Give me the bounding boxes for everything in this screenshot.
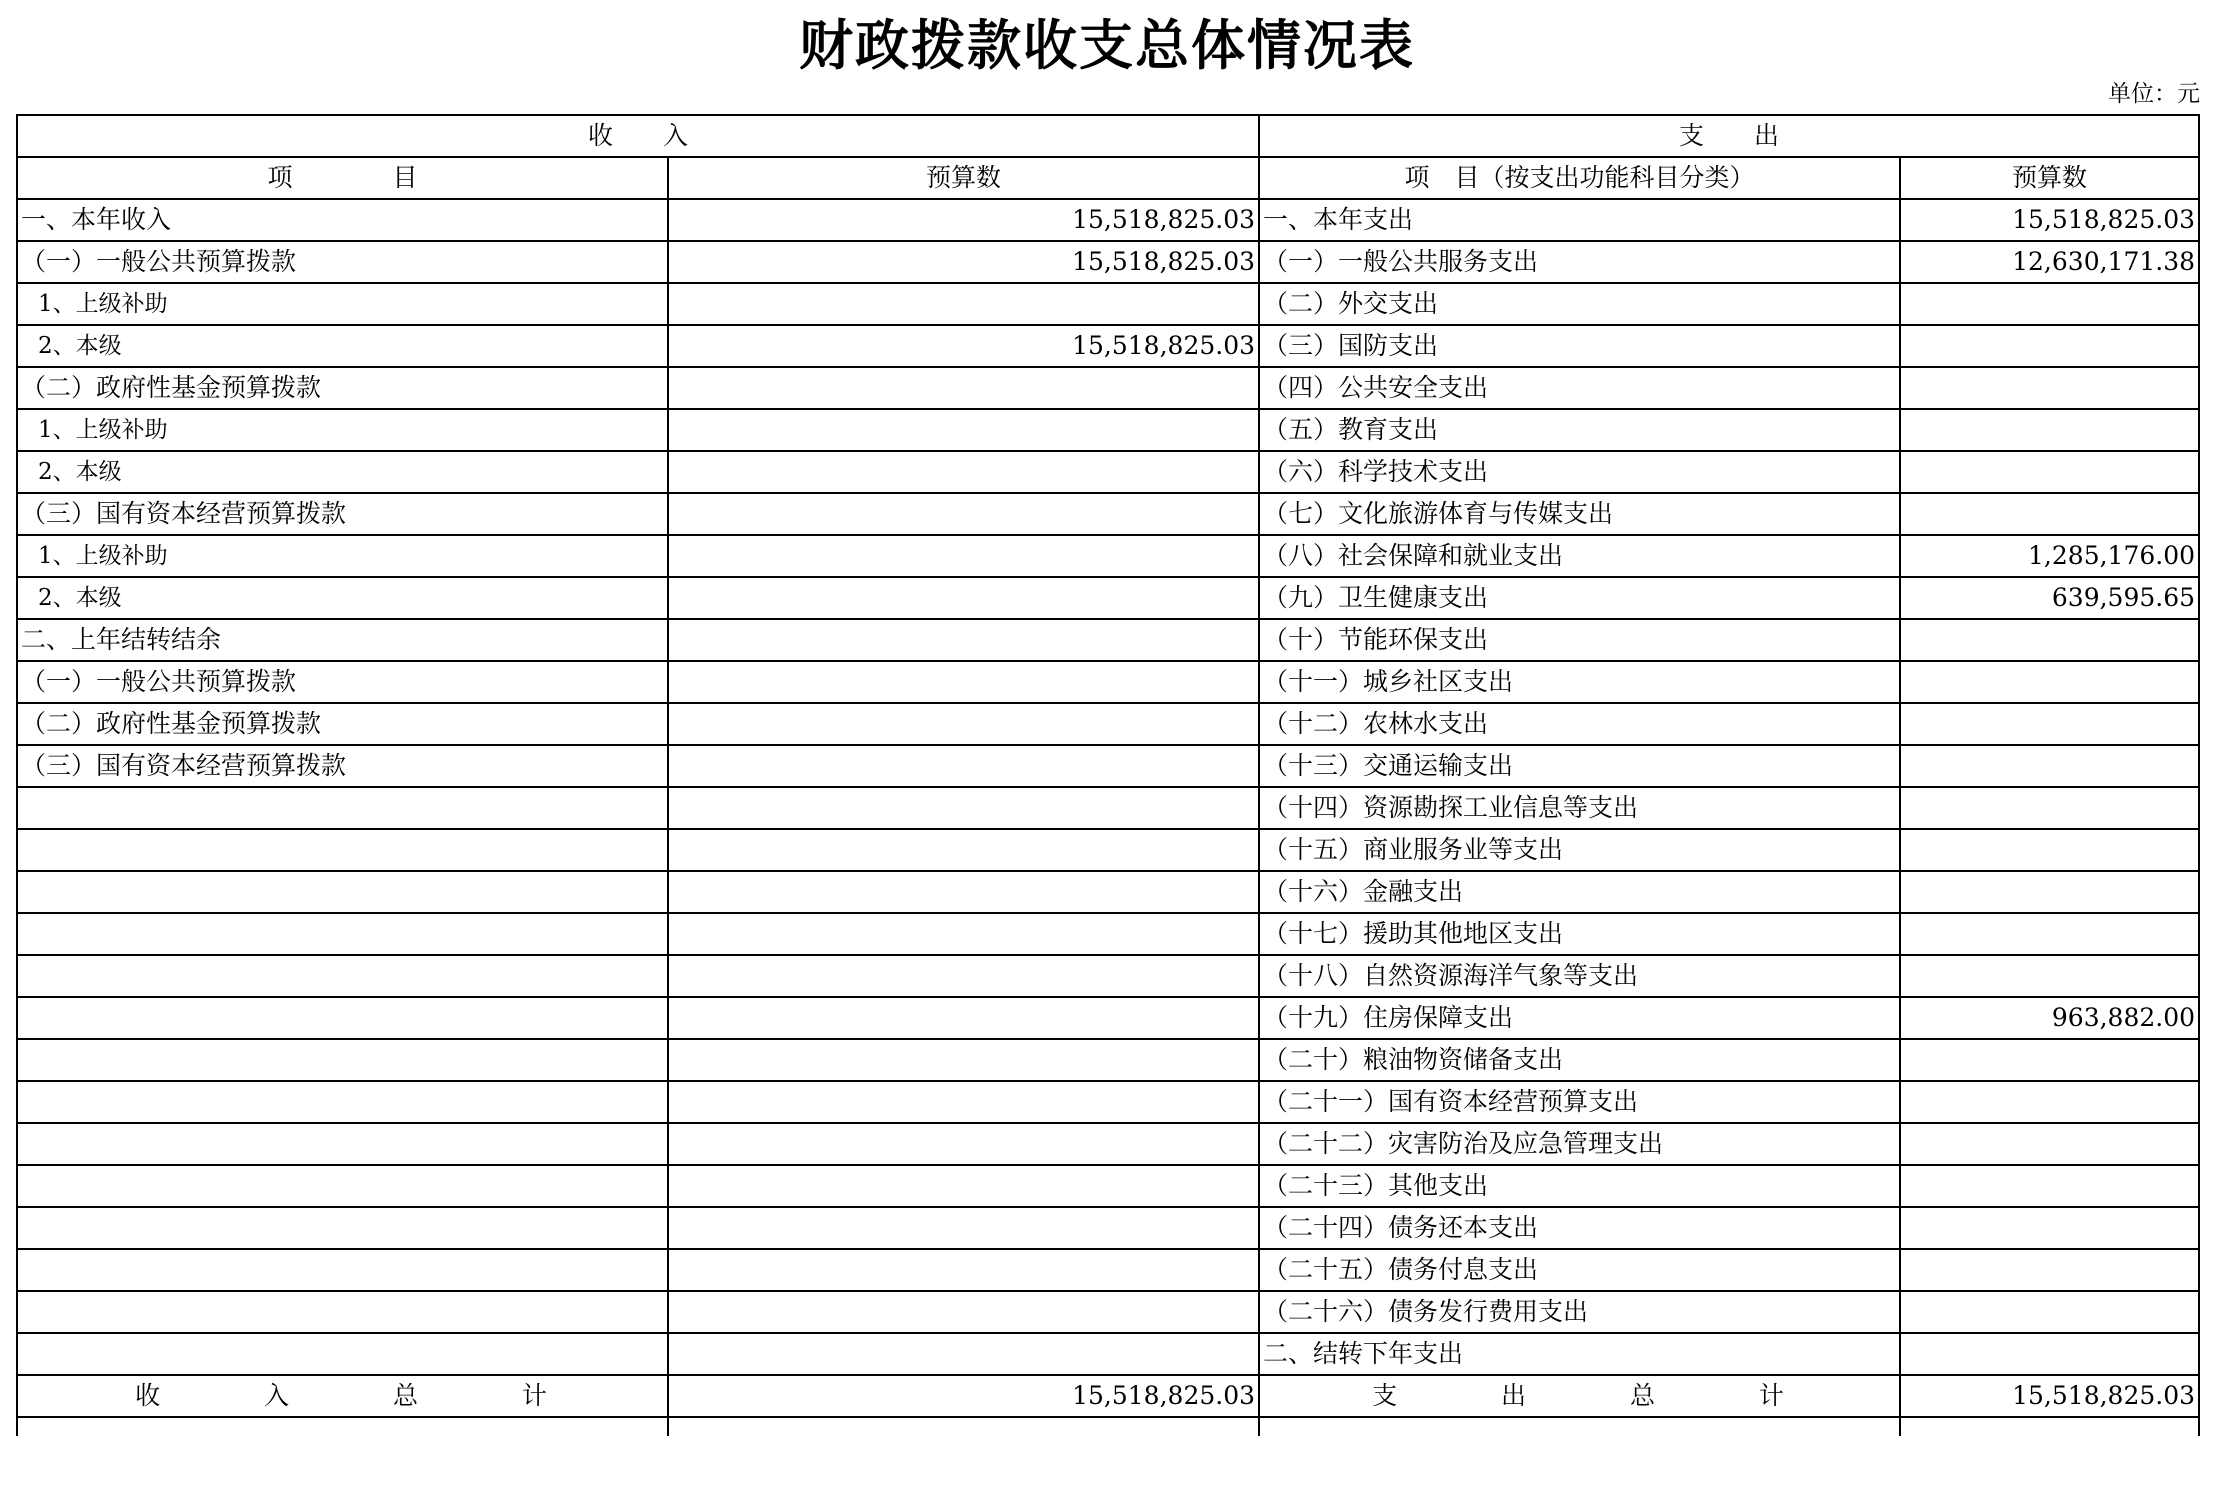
table-row: [17, 829, 2199, 871]
tail-cell: [1900, 1417, 2199, 1436]
expense-value-cell: [1900, 451, 2199, 493]
expense-item-header: 项 目（按支出功能科目分类）: [1259, 157, 1900, 199]
income-section-header: 收 入: [17, 115, 1259, 157]
income-item-cell: （三）国有资本经营预算拨款: [17, 493, 668, 535]
income-value-cell: [668, 829, 1259, 871]
income-value-cell: 15,518,825.03: [668, 241, 1259, 283]
income-value-cell: 15,518,825.03: [668, 199, 1259, 241]
table-row: [17, 283, 2199, 325]
expense-total-value: 15,518,825.03: [1900, 1375, 2199, 1417]
table-row: [17, 367, 2199, 409]
expense-item-cell: （七）文化旅游体育与传媒支出: [1259, 493, 1900, 535]
income-value-cell: [668, 577, 1259, 619]
income-item-cell: 2、本级: [17, 577, 668, 619]
income-value-cell: [668, 871, 1259, 913]
income-value-cell: [668, 409, 1259, 451]
expense-item-cell: （二十六）债务发行费用支出: [1259, 1291, 1900, 1333]
expense-item-cell: （十八）自然资源海洋气象等支出: [1259, 955, 1900, 997]
tail-cell: [1259, 1417, 1900, 1436]
expense-value-cell: [1900, 703, 2199, 745]
expense-item-cell: （二十四）债务还本支出: [1259, 1207, 1900, 1249]
table-row: [17, 703, 2199, 745]
expense-value-cell: [1900, 325, 2199, 367]
expense-item-cell: （十九）住房保障支出: [1259, 997, 1900, 1039]
income-item-cell: 1、上级补助: [17, 409, 668, 451]
expense-item-cell: （二十）粮油物资储备支出: [1259, 1039, 1900, 1081]
income-item-cell: [17, 1123, 668, 1165]
income-value-cell: [668, 535, 1259, 577]
table-row: [17, 409, 2199, 451]
expense-value-cell: [1900, 493, 2199, 535]
income-value-cell: [668, 661, 1259, 703]
income-value-cell: [668, 451, 1259, 493]
expense-value-cell: [1900, 745, 2199, 787]
income-value-cell: [668, 619, 1259, 661]
table-row: [17, 955, 2199, 997]
table-row: [17, 451, 2199, 493]
income-value-cell: [668, 1165, 1259, 1207]
expense-value-cell: [1900, 1291, 2199, 1333]
expense-item-cell: 一、本年支出: [1259, 199, 1900, 241]
expense-item-cell: （二十一）国有资本经营预算支出: [1259, 1081, 1900, 1123]
income-value-cell: [668, 1291, 1259, 1333]
income-value-cell: [668, 367, 1259, 409]
income-item-cell: （一）一般公共预算拨款: [17, 661, 668, 703]
expense-section-header: 支 出: [1259, 115, 2199, 157]
expense-value-cell: [1900, 367, 2199, 409]
expense-value-cell: 639,595.65: [1900, 577, 2199, 619]
income-budget-header: 预算数: [668, 157, 1259, 199]
income-item-cell: 2、本级: [17, 451, 668, 493]
income-value-cell: [668, 955, 1259, 997]
income-item-cell: （三）国有资本经营预算拨款: [17, 745, 668, 787]
expense-item-cell: （三）国防支出: [1259, 325, 1900, 367]
income-value-cell: [668, 1039, 1259, 1081]
income-item-cell: 1、上级补助: [17, 283, 668, 325]
expense-value-cell: [1900, 661, 2199, 703]
income-item-header: 项 目: [17, 157, 668, 199]
expense-value-cell: [1900, 1333, 2199, 1375]
income-value-cell: 15,518,825.03: [668, 325, 1259, 367]
income-total-value: 15,518,825.03: [668, 1375, 1259, 1417]
expense-item-cell: （十四）资源勘探工业信息等支出: [1259, 787, 1900, 829]
income-value-cell: [668, 493, 1259, 535]
table-row: [17, 535, 2199, 577]
table-row: [17, 1333, 2199, 1375]
expense-value-cell: 15,518,825.03: [1900, 199, 2199, 241]
expense-value-cell: [1900, 1081, 2199, 1123]
expense-item-cell: （九）卫生健康支出: [1259, 577, 1900, 619]
table-row: [17, 493, 2199, 535]
income-value-cell: [668, 1081, 1259, 1123]
income-item-cell: （二）政府性基金预算拨款: [17, 703, 668, 745]
table-tail-row: [17, 1417, 2199, 1436]
expense-budget-header: 预算数: [1900, 157, 2199, 199]
expense-item-cell: （十）节能环保支出: [1259, 619, 1900, 661]
column-header-row: [17, 157, 2199, 199]
section-header-row: [17, 115, 2199, 157]
expense-value-cell: [1900, 1207, 2199, 1249]
table-row: [17, 787, 2199, 829]
totals-row: [17, 1375, 2199, 1417]
income-value-cell: [668, 703, 1259, 745]
expense-item-cell: （二）外交支出: [1259, 283, 1900, 325]
income-value-cell: [668, 1123, 1259, 1165]
table-row: [17, 661, 2199, 703]
income-value-cell: [668, 913, 1259, 955]
income-item-cell: （一）一般公共预算拨款: [17, 241, 668, 283]
income-value-cell: [668, 787, 1259, 829]
expense-value-cell: [1900, 1249, 2199, 1291]
income-item-cell: [17, 1333, 668, 1375]
expense-item-cell: （六）科学技术支出: [1259, 451, 1900, 493]
expense-item-cell: （二十二）灾害防治及应急管理支出: [1259, 1123, 1900, 1165]
table-row: [17, 199, 2199, 241]
table-row: [17, 1081, 2199, 1123]
table-row: [17, 745, 2199, 787]
table-row: [17, 1207, 2199, 1249]
expense-item-cell: （四）公共安全支出: [1259, 367, 1900, 409]
expense-item-cell: （十三）交通运输支出: [1259, 745, 1900, 787]
expense-value-cell: [1900, 1123, 2199, 1165]
table-row: [17, 1039, 2199, 1081]
expense-item-cell: 二、结转下年支出: [1259, 1333, 1900, 1375]
income-item-cell: [17, 997, 668, 1039]
expense-value-cell: [1900, 787, 2199, 829]
income-item-cell: （二）政府性基金预算拨款: [17, 367, 668, 409]
income-item-cell: 一、本年收入: [17, 199, 668, 241]
table-row: [17, 619, 2199, 661]
income-item-cell: [17, 955, 668, 997]
income-item-cell: 2、本级: [17, 325, 668, 367]
expense-item-cell: （十五）商业服务业等支出: [1259, 829, 1900, 871]
tail-cell: [17, 1417, 668, 1436]
income-item-cell: [17, 1207, 668, 1249]
expense-item-cell: （十一）城乡社区支出: [1259, 661, 1900, 703]
income-value-cell: [668, 745, 1259, 787]
unit-label: 单位：元: [2108, 81, 2200, 107]
expense-value-cell: 963,882.00: [1900, 997, 2199, 1039]
income-value-cell: [668, 1249, 1259, 1291]
income-value-cell: [668, 1207, 1259, 1249]
income-item-cell: [17, 787, 668, 829]
income-total-label: 收 入 总 计: [17, 1375, 668, 1417]
expense-item-cell: （二十三）其他支出: [1259, 1165, 1900, 1207]
expense-value-cell: [1900, 871, 2199, 913]
income-item-cell: [17, 1081, 668, 1123]
income-item-cell: [17, 1249, 668, 1291]
income-item-cell: [17, 913, 668, 955]
table-row: [17, 1165, 2199, 1207]
expense-value-cell: [1900, 829, 2199, 871]
expense-item-cell: （十六）金融支出: [1259, 871, 1900, 913]
income-value-cell: [668, 997, 1259, 1039]
expense-item-cell: （五）教育支出: [1259, 409, 1900, 451]
expense-item-cell: （八）社会保障和就业支出: [1259, 535, 1900, 577]
expense-value-cell: [1900, 283, 2199, 325]
income-item-cell: [17, 1039, 668, 1081]
tail-cell: [668, 1417, 1259, 1436]
expense-value-cell: [1900, 1039, 2199, 1081]
expense-item-cell: （十七）援助其他地区支出: [1259, 913, 1900, 955]
income-item-cell: [17, 1165, 668, 1207]
expense-item-cell: （一）一般公共服务支出: [1259, 241, 1900, 283]
expense-total-label: 支 出 总 计: [1259, 1375, 1900, 1417]
table-row: [17, 997, 2199, 1039]
expense-value-cell: [1900, 409, 2199, 451]
table-row: [17, 241, 2199, 283]
table-row: [17, 913, 2199, 955]
expense-value-cell: 1,285,176.00: [1900, 535, 2199, 577]
income-value-cell: [668, 283, 1259, 325]
income-item-cell: 1、上级补助: [17, 535, 668, 577]
table-row: [17, 325, 2199, 367]
table-row: [17, 871, 2199, 913]
expense-value-cell: [1900, 913, 2199, 955]
income-item-cell: [17, 829, 668, 871]
expense-value-cell: [1900, 1165, 2199, 1207]
income-value-cell: [668, 1333, 1259, 1375]
table-row: [17, 1249, 2199, 1291]
page-title: 财政拨款收支总体情况表: [799, 13, 1415, 77]
income-item-cell: [17, 871, 668, 913]
expense-item-cell: （二十五）债务付息支出: [1259, 1249, 1900, 1291]
expense-item-cell: （十二）农林水支出: [1259, 703, 1900, 745]
expense-value-cell: [1900, 619, 2199, 661]
fiscal-table: [16, 114, 2200, 1436]
expense-value-cell: [1900, 955, 2199, 997]
table-row: [17, 1291, 2199, 1333]
income-item-cell: 二、上年结转结余: [17, 619, 668, 661]
table-row: [17, 577, 2199, 619]
table-row: [17, 1123, 2199, 1165]
expense-value-cell: 12,630,171.38: [1900, 241, 2199, 283]
income-item-cell: [17, 1291, 668, 1333]
